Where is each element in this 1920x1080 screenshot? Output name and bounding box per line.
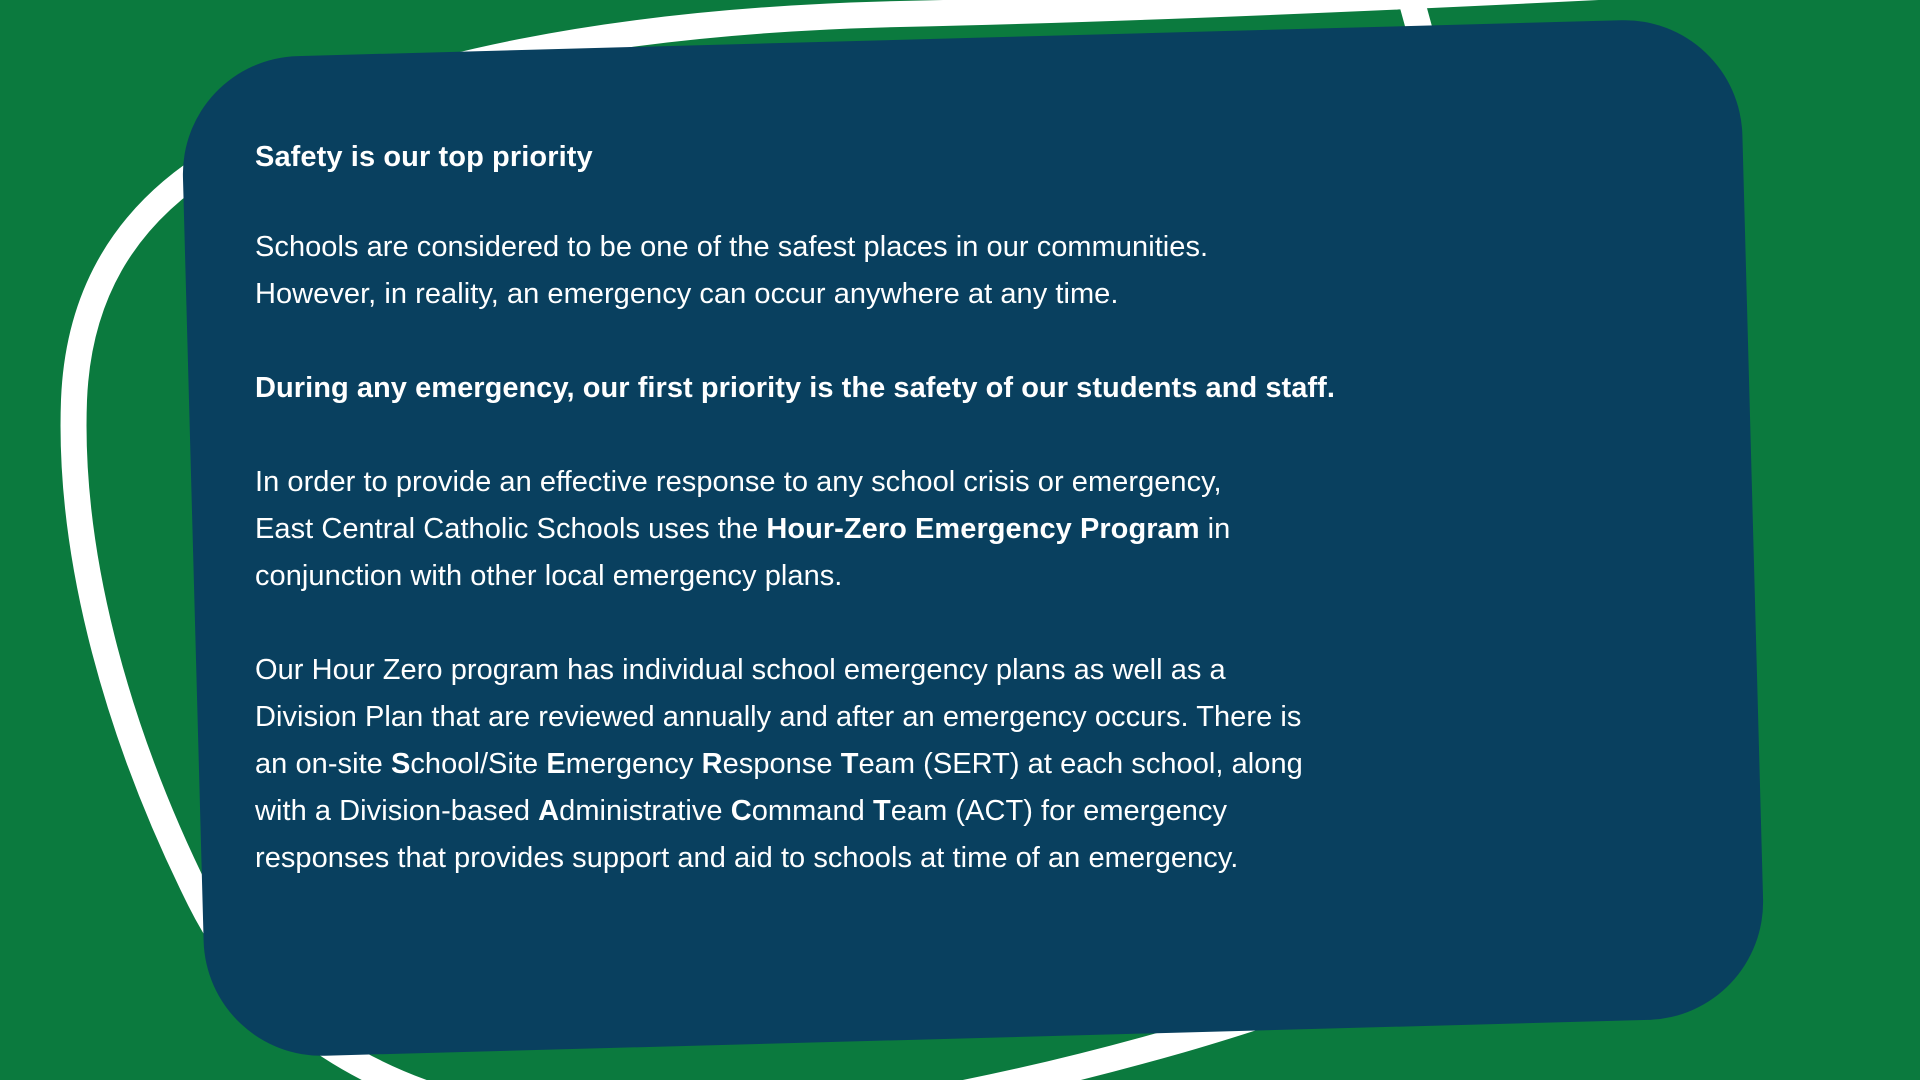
paragraph-schools-safest: Schools are considered to be one of the safest places in our communities. However, in reality, an emergency can occur anywhere at any time. bbox=[255, 231, 1209, 311]
emphasized-text: R bbox=[701, 748, 723, 781]
emphasized-text: E bbox=[546, 748, 566, 781]
emphasized-text: During any emergency, our first priority is the safety of our students and staff. bbox=[255, 372, 1335, 405]
navy-content-card bbox=[180, 17, 1766, 1059]
emphasized-text: T bbox=[872, 795, 891, 828]
paragraph-first-priority bbox=[255, 365, 1655, 412]
emphasized-text: S bbox=[390, 748, 411, 781]
card-content bbox=[255, 138, 1655, 882]
paragraph-sert-act: Our Hour Zero program has individual school emergency plans as well as a Division Plan that are reviewed annually and after an emergency occurs. There is an on-site School/Site Emergency Response Team (SERT) at each school, along with a Division-based Administrative Command Team (ACT) for emergency responses that provides support and aid to schools at time of an emergency. bbox=[255, 654, 1303, 875]
card-inner-unrotate bbox=[193, 38, 1753, 1038]
emphasized-text: T bbox=[840, 748, 859, 781]
emphasized-text: A bbox=[538, 795, 560, 828]
page-title: Safety is our top priority bbox=[255, 141, 593, 173]
emphasized-text: Hour-Zero Emergency Program bbox=[766, 513, 1200, 546]
emphasized-text: C bbox=[730, 795, 752, 828]
paragraph-hour-zero: In order to provide an effective response to any school crisis or emergency, East Central Catholic Schools uses the Hour-Zero Emergency Program in conjunction with other local emergency plans. bbox=[255, 466, 1231, 593]
